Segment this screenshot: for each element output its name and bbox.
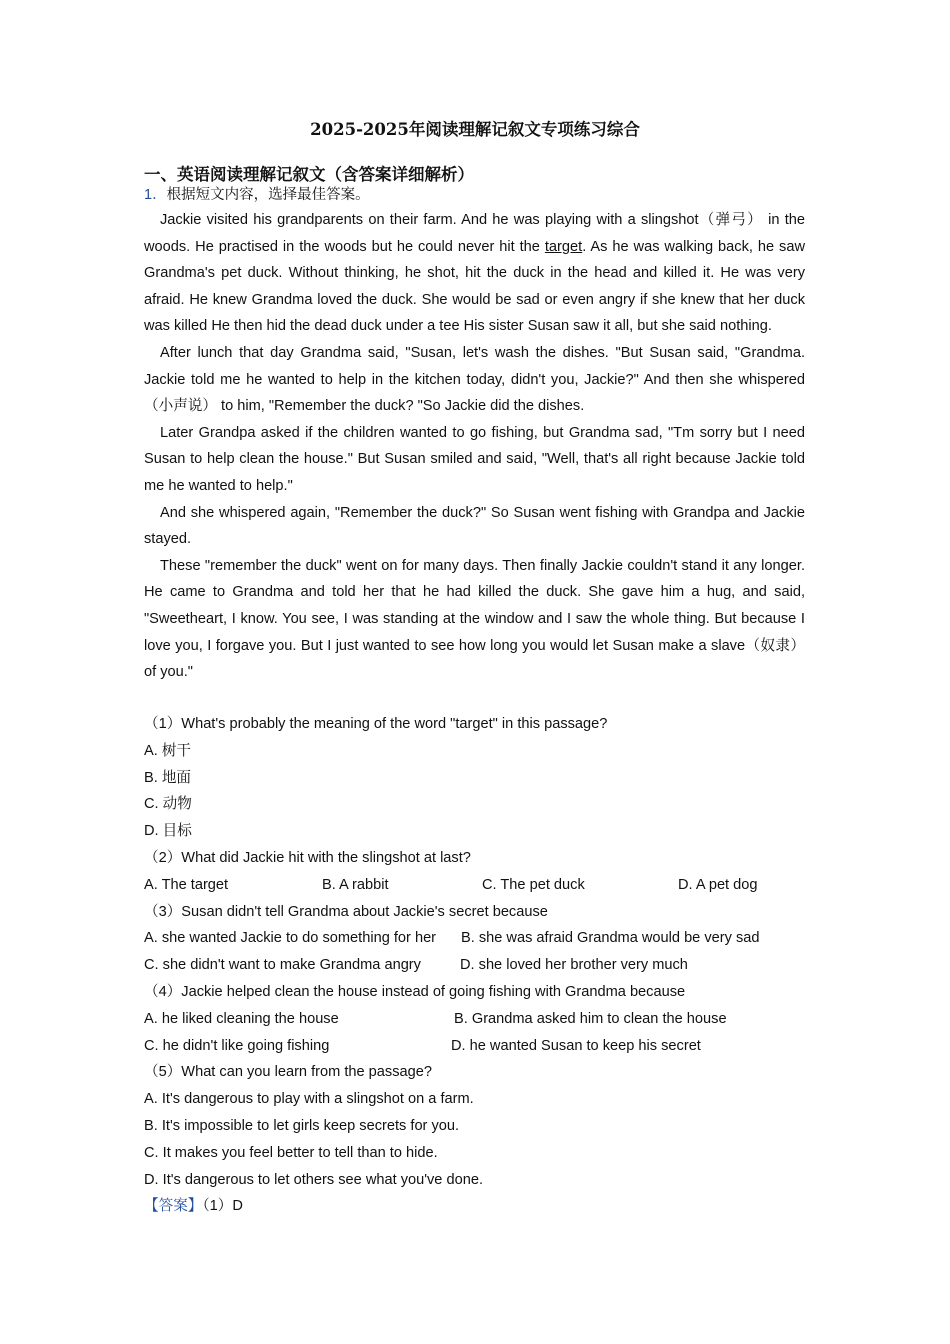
- answer-tag: 【答案】: [144, 1198, 203, 1215]
- question-4-option-a: A. he liked cleaning the house: [144, 1010, 339, 1027]
- question-5-option-d: D. It's dangerous to let others see what you've done.: [144, 1171, 483, 1188]
- question-2-stem: （2）What did Jackie hit with the slingshot at last?: [144, 849, 471, 866]
- question-2-option-b: B. A rabbit: [322, 876, 389, 893]
- answer-line: [144, 1193, 805, 1220]
- passage-text: . As he was walking back, he saw Grandma's pet duck. Without thinking, he shot, hit the duck in the head and killed it. He was very afraid. He knew Grandma loved the duck. She would be sad or even angry if she knew that her duck was killed He then hid the dead duck under a tee His sister Susan saw it all, but she said nothing.: [144, 238, 805, 335]
- question-1-option-c: C. 动物: [144, 796, 192, 813]
- question-2-option-a: A. The target: [144, 876, 229, 893]
- question-number: 1．: [144, 187, 167, 203]
- passage-paragraph-4: And she whispered again, "Remember the duck?" So Susan went fishing with Grandpa and Jackie stayed.: [144, 504, 805, 548]
- question-2-option-c: C. The pet duck: [482, 876, 585, 893]
- question-3-option-d: D. she loved her brother very much: [460, 957, 688, 974]
- question-3-option-c: C. she didn't want to make Grandma angry: [144, 957, 421, 974]
- question-2-option-d: D. A pet dog: [678, 876, 758, 893]
- underlined-word-target: target: [544, 238, 583, 255]
- passage-text: Jackie visited his grandparents on their farm. And he was playing with a slingshot（弹弓） in the woods. He practised in the woods but he could never hit the: [144, 212, 805, 255]
- instruction-text: 根据短文内容，选择最佳答案。: [166, 187, 370, 203]
- question-4-options-row-1: [144, 1006, 805, 1033]
- question-4-option-b: B. Grandma asked him to clean the house: [454, 1010, 727, 1027]
- question-instruction: [144, 183, 370, 204]
- answer-text: （1）D: [202, 1198, 243, 1215]
- question-4-option-c: C. he didn't like going fishing: [144, 1037, 330, 1054]
- question-3-options-row-1: [144, 925, 805, 952]
- question-1-stem: （1）What's probably the meaning of the word "target" in this passage?: [144, 716, 608, 732]
- question-4-options-row-2: [144, 1033, 805, 1060]
- question-1-option-d: D. 目标: [144, 823, 192, 840]
- passage-paragraph-1: [144, 207, 805, 340]
- passage-paragraph-3: Later Grandpa asked if the children wanted to go fishing, but Grandma sad, "Tm sorry but I need Susan to help clean the house." But Susan smiled and said, "Well, that's all right because Jackie told me he wanted to help.": [144, 424, 805, 494]
- question-3-option-b: B. she was afraid Grandma would be very sad: [461, 930, 760, 947]
- question-2-options: [144, 872, 805, 899]
- question-3-option-a: A. she wanted Jackie to do something for her: [144, 930, 437, 947]
- passage-paragraph-2: After lunch that day Grandma said, "Susan, let's wash the dishes. "But Susan said, "Grandma. Jackie told me he wanted to help in the kitchen today, didn't you, Jackie?" And then she whispered（小声说） to him, "Remember the duck? "So Jackie did the dishes.: [144, 344, 805, 415]
- question-1-option-a: A. 树干: [144, 742, 192, 759]
- question-5-stem: （5）What can you learn from the passage?: [144, 1064, 432, 1081]
- question-list: [144, 711, 805, 1220]
- reading-passage: [144, 207, 805, 686]
- question-3-options-row-2: [144, 952, 805, 979]
- question-1-option-b: B. 地面: [144, 769, 192, 786]
- page-title: 2025-2025年阅读理解记叙文专项练习综合: [310, 120, 640, 139]
- question-4-option-d: D. he wanted Susan to keep his secret: [451, 1037, 701, 1054]
- question-3-stem: （3）Susan didn't tell Grandma about Jackie's secret because: [144, 903, 548, 920]
- question-5-option-a: A. It's dangerous to play with a slingshot on a farm.: [144, 1091, 474, 1108]
- section-heading: 一、英语阅读理解记叙文（含答案详细解析）: [144, 165, 474, 184]
- question-4-stem: （4）Jackie helped clean the house instead of going fishing with Grandma because: [144, 983, 686, 1000]
- question-5-option-b: B. It's impossible to let girls keep secrets for you.: [144, 1117, 460, 1134]
- question-5-option-c: C. It makes you feel better to tell than to hide.: [144, 1144, 438, 1161]
- passage-paragraph-5: These "remember the duck" went on for many days. Then finally Jackie couldn't stand it any longer. He came to Grandma and told her that he had killed the duck. She gave him a hug, and said, "Sweetheart, I know. You see, I was standing at the window and I saw the whole thing. But because I love you, I forgave you. But I just wanted to see how long you would let Susan make a slave（奴隶） of you.": [144, 557, 805, 681]
